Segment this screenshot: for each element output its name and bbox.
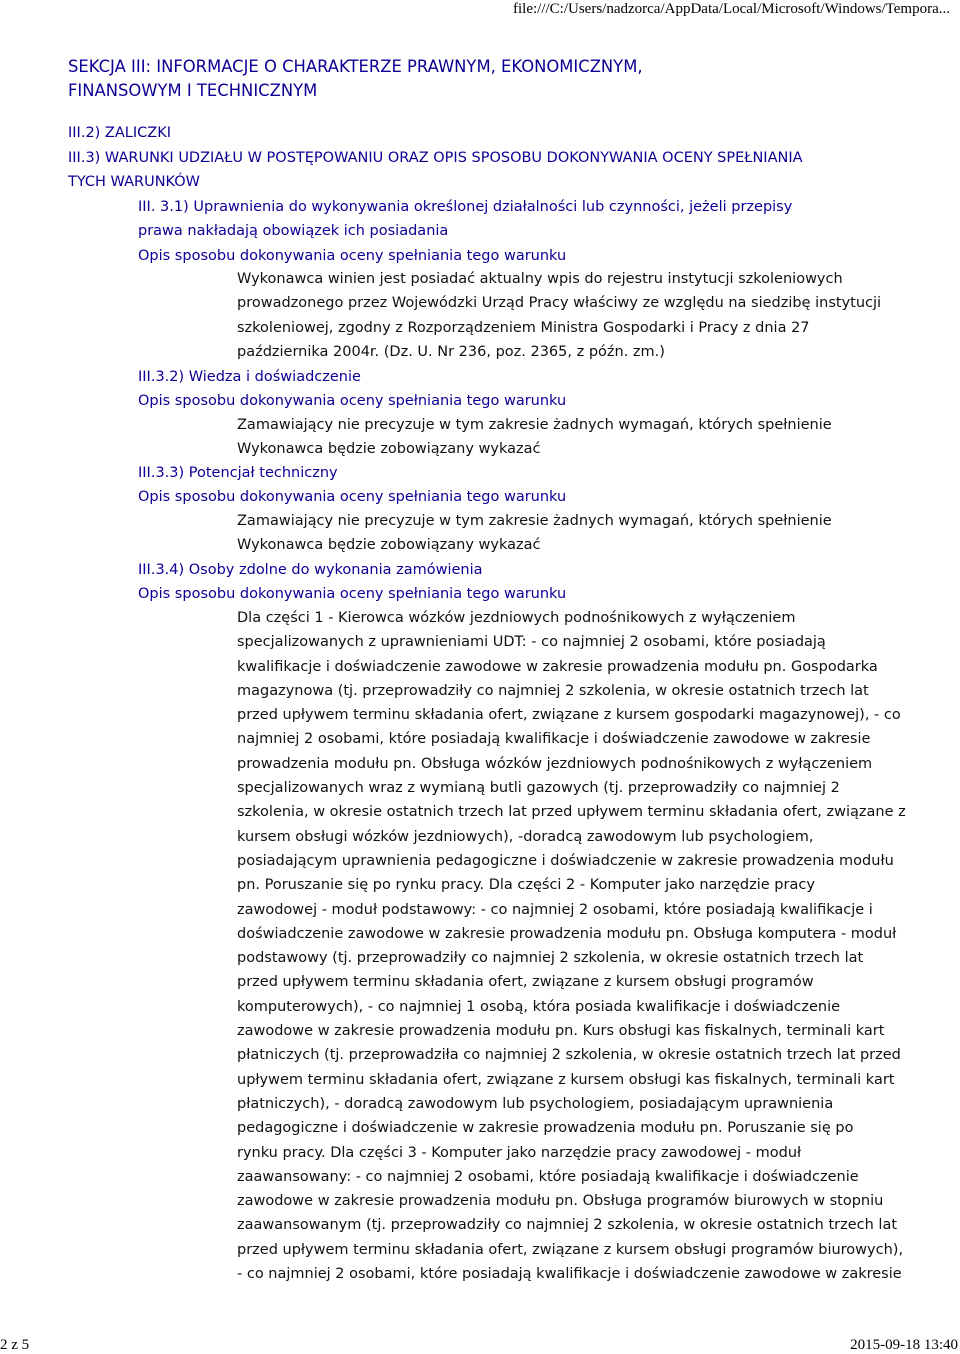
body-line: płatniczych), - doradcą zawodowym lub psychologiem, posiadającym uprawnienia xyxy=(237,1095,834,1112)
item-3-2-title: III.3.2) Wiedza i doświadczenie xyxy=(138,369,361,385)
body-line: płatniczych (tj. przeprowadziła co najmniej 2 szkolenia, w okresie ostatnich trzech lat przed xyxy=(237,1047,901,1064)
section-title-line2: FINANSOWYM I TECHNICZNYM xyxy=(68,81,318,100)
item-3-1-title-line1: III. 3.1) Uprawnienia do wykonywania określonej działalności lub czynności, jeżeli przepisy xyxy=(138,199,793,215)
body-line: doświadczenie zawodowe w zakresie prowadzenia modułu pn. Obsługa komputera - moduł xyxy=(237,925,897,942)
item-3-4-title: III.3.4) Osoby zdolne do wykonania zamówienia xyxy=(138,562,483,578)
body-line: zaawansowanym (tj. przeprowadziły co najmniej 2 szkolenia, w okresie ostatnich trzech lat xyxy=(237,1217,898,1234)
body-line: Dla części 1 - Kierowca wózków jezdniowych podnośnikowych z wyłączeniem xyxy=(237,610,796,626)
body-line: - co najmniej 2 osobami, które posiadają kwalifikacje i doświadczenie zawodowe w zakresie xyxy=(237,1266,902,1283)
body-line: specjalizowanych wraz z wymianą butli gazowych (tj. przeprowadziły co najmniej 2 xyxy=(237,780,840,797)
body-line: zawodowe w zakresie prowadzenia modułu pn. Kurs obsługi kas fiskalnych, terminali kart xyxy=(237,1023,885,1040)
body-line: Zamawiający nie precyzuje w tym zakresie żadnych wymagań, których spełnienie xyxy=(237,417,832,433)
warunki-heading xyxy=(68,146,928,194)
body-line: Wykonawca winien jest posiadać aktualny wpis do rejestru instytucji szkoleniowych xyxy=(237,271,843,287)
zaliczki-heading: III.2) ZALICZKI xyxy=(68,125,171,141)
body-line: kwalifikacje i doświadczenie zawodowe w zakresie prowadzenia modułu pn. Gospodarka xyxy=(237,658,878,675)
body-line: przed upływem terminu składania ofert, związane z kursem obsługi programów biurowych), xyxy=(237,1241,904,1258)
body-line: upływem terminu składania ofert, związane z kursem obsługi kas fiskalnych, terminali kart xyxy=(237,1071,895,1088)
body-line: Wykonawca będzie zobowiązany wykazać xyxy=(237,537,541,554)
body-line: specjalizowanych z uprawnieniami UDT: - co najmniej 2 osobami, które posiadają xyxy=(237,634,826,651)
item-3-2-opis-label: Opis sposobu dokonywania oceny spełniania tego warunku xyxy=(138,393,567,409)
body-line: października 2004r. (Dz. U. Nr 236, poz. 2365, z późn. zm.) xyxy=(237,343,665,360)
warunki-heading-line2: TYCH WARUNKÓW xyxy=(68,174,201,190)
body-line: posiadającym uprawnienia pedagogiczne i doświadczenie w zakresie prowadzenia modułu xyxy=(237,852,894,869)
body-line: zaawansowany: - co najmniej 2 osobami, które posiadają kwalifikacje i doświadczenie xyxy=(237,1168,859,1185)
body-line: Wykonawca będzie zobowiązany wykazać xyxy=(237,441,541,458)
item-3-3-body xyxy=(237,509,897,558)
item-3-1-title-line2: prawa nakładają obowiązek ich posiadania xyxy=(138,223,449,239)
body-line: szkolenia, w okresie ostatnich trzech lat przed upływem terminu składania ofert, związane z xyxy=(237,804,906,821)
section-title-line1: SEKCJA III: INFORMACJE O CHARAKTERZE PRAWNYM, EKONOMICZNYM, xyxy=(68,57,643,76)
body-line: podstawowy (tj. przeprowadziły co najmniej 2 szkolenia, w okresie ostatnich trzech lat xyxy=(237,950,864,967)
body-line: prowadzonego przez Wojewódzki Urząd Pracy właściwy ze względu na siedzibę instytucji xyxy=(237,295,882,312)
section-title xyxy=(68,55,928,103)
item-3-2-body xyxy=(237,413,897,462)
item-3-1-body xyxy=(237,267,897,364)
item-3-4-body xyxy=(237,606,906,1286)
item-3-3-opis-label: Opis sposobu dokonywania oceny spełniania tego warunku xyxy=(138,489,567,505)
print-datetime: 2015-09-18 13:40 xyxy=(850,1337,958,1353)
item-3-4-opis-label: Opis sposobu dokonywania oceny spełniania tego warunku xyxy=(138,586,567,602)
item-3-1-opis-label: Opis sposobu dokonywania oceny spełniania tego warunku xyxy=(138,248,567,264)
body-line: komputerowych), - co najmniej 1 osobą, która posiada kwalifikacje i doświadczenie xyxy=(237,998,841,1015)
body-line: zawodowe w zakresie prowadzenia modułu pn. Obsługa programów biurowych w stopniu xyxy=(237,1193,884,1210)
body-line: pn. Poruszanie się po rynku pracy. Dla części 2 - Komputer jako narzędzie pracy xyxy=(237,877,815,894)
warunki-heading-line1: III.3) WARUNKI UDZIAŁU W POSTĘPOWANIU ORAZ OPIS SPOSOBU DOKONYWANIA OCENY SPEŁNIANIA xyxy=(68,150,803,166)
body-line: pedagogiczne i doświadczenie w zakresie prowadzenia modułu pn. Poruszanie się po xyxy=(237,1120,854,1137)
body-line: przed upływem terminu składania ofert, związane z kursem gospodarki magazynowej), - co xyxy=(237,707,901,724)
browser-file-path: file:///C:/Users/nadzorca/AppData/Local/Microsoft/Windows/Tempora... xyxy=(513,1,950,17)
body-line: prowadzenia modułu pn. Obsługa wózków jezdniowych podnośnikowych z wyłączeniem xyxy=(237,755,873,772)
body-line: zawodowej - moduł podstawowy: - co najmniej 2 osobami, które posiadają kwalifikacje i xyxy=(237,901,873,918)
item-3-3-title: III.3.3) Potencjał techniczny xyxy=(138,465,338,481)
body-line: magazynowa (tj. przeprowadziły co najmniej 2 szkolenia, w okresie ostatnich trzech lat xyxy=(237,682,869,699)
body-line: Zamawiający nie precyzuje w tym zakresie żadnych wymagań, których spełnienie xyxy=(237,513,832,529)
page-number: 2 z 5 xyxy=(0,1337,30,1353)
body-line: rynku pracy. Dla części 3 - Komputer jako narzędzie pracy zawodowej - moduł xyxy=(237,1144,802,1161)
body-line: szkoleniowej, zgodny z Rozporządzeniem Ministra Gospodarki i Pracy z dnia 27 xyxy=(237,319,810,336)
body-line: kursem obsługi wózków jezdniowych), -doradcą zawodowym lub psychologiem, xyxy=(237,828,814,845)
body-line: przed upływem terminu składania ofert, związane z kursem obsługi programów xyxy=(237,974,814,991)
body-line: najmniej 2 osobami, które posiadają kwalifikacje i doświadczenie zawodowe w zakresie xyxy=(237,731,871,748)
